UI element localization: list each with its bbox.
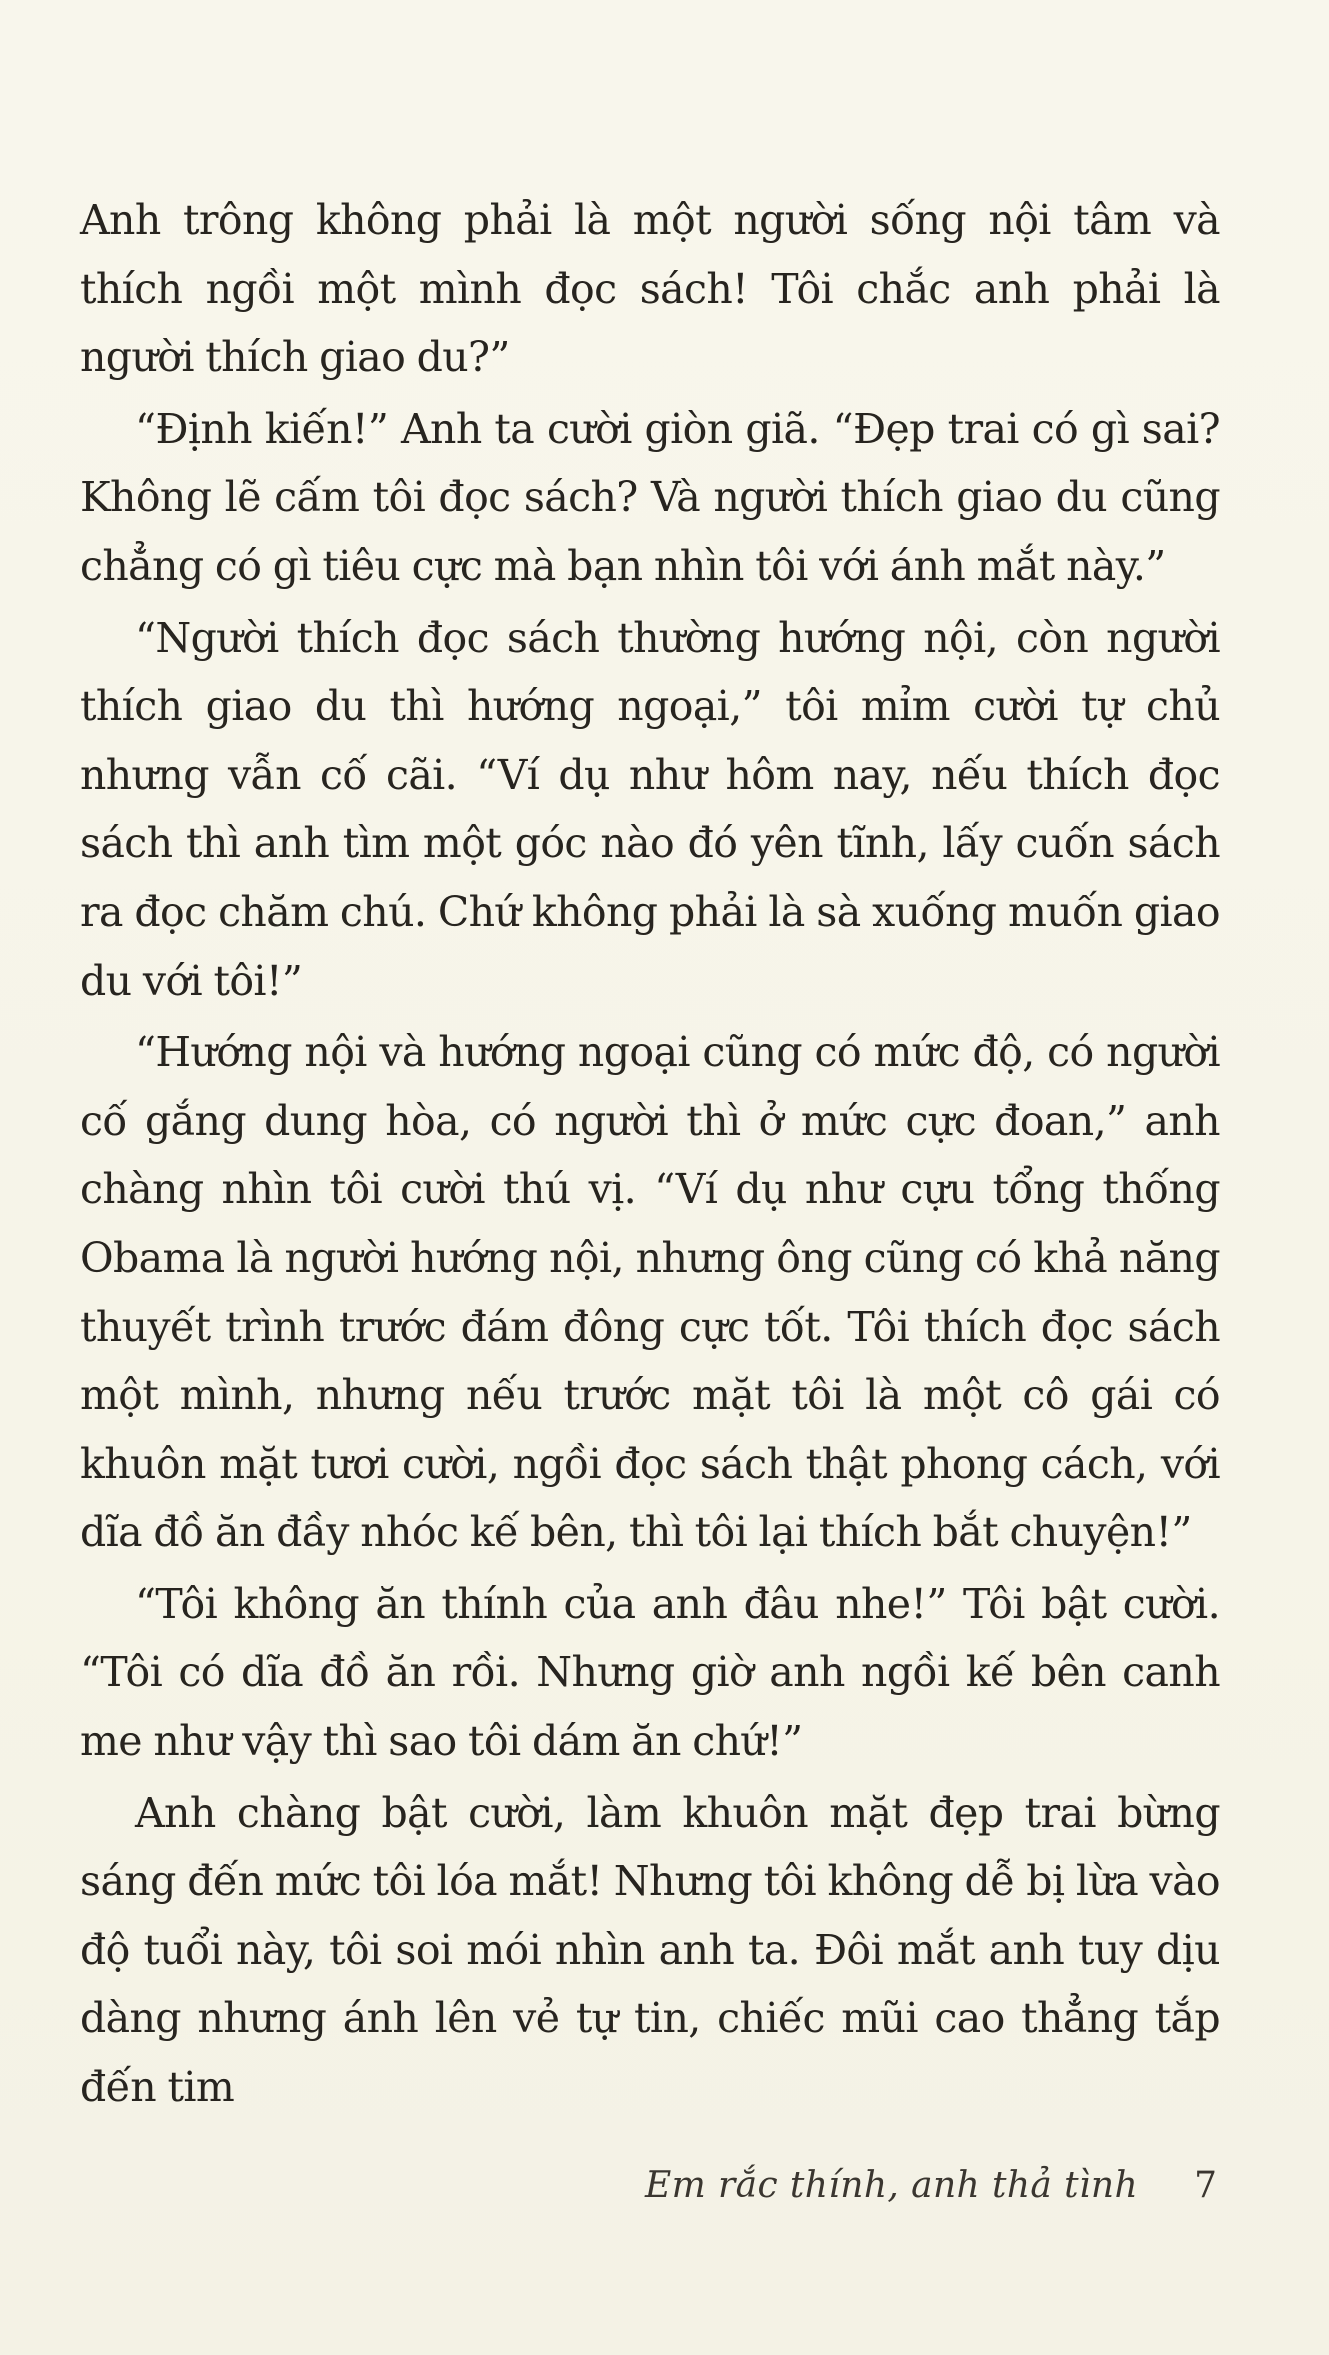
paragraph-1: Anh trông không phải là một người sống nội tâm và thích ngồi một mình đọc sách! Tôi chắc anh phải là người thích giao du?”: [80, 196, 1220, 382]
page-number: 7: [1194, 2165, 1217, 2206]
paragraph-3: “Người thích đọc sách thường hướng nội, còn người thích giao du thì hướng ngoại,” tôi mỉm cười tự chủ nhưng vẫn cố cãi. “Ví dụ như hôm nay, nếu thích đọc sách thì anh tìm một góc nào đó yên tĩnh, lấy cuốn sách ra đọc chăm chú. Chứ không phải là sà xuống muốn giao du với tôi!”: [80, 613, 1220, 1005]
page-footer: [645, 2165, 1217, 2206]
paragraph-4: “Hướng nội và hướng ngoại cũng có mức độ, có người cố gắng dung hòa, có người thì ở mức cực đoan,” anh chàng nhìn tôi cười thú vị. “Ví dụ như cựu tổng thống Obama là người hướng nội, nhưng ông cũng có khả năng thuyết trình trước đám đông cực tốt. Tôi thích đọc sách một mình, nhưng nếu trước mặt tôi là một cô gái có khuôn mặt tươi cười, ngồi đọc sách thật phong cách, với dĩa đồ ăn đầy nhóc kế bên, thì tôi lại thích bắt chuyện!”: [80, 1028, 1220, 1557]
paragraph-6: Anh chàng bật cười, làm khuôn mặt đẹp trai bừng sáng đến mức tôi lóa mắt! Nhưng tôi không dễ bị lừa vào độ tuổi này, tôi soi mói nhìn anh ta. Đôi mắt anh tuy dịu dàng nhưng ánh lên vẻ tự tin, chiếc mũi cao thẳng tắp đến tim: [80, 1788, 1220, 2112]
body-text: [80, 186, 1220, 2122]
paragraph-5: “Tôi không ăn thính của anh đâu nhe!” Tôi bật cười. “Tôi có dĩa đồ ăn rồi. Nhưng giờ anh ngồi kế bên canh me như vậy thì sao tôi dám ăn chứ!”: [80, 1579, 1220, 1766]
paragraph-2: “Định kiến!” Anh ta cười giòn giã. “Đẹp trai có gì sai? Không lẽ cấm tôi đọc sách? Và người thích giao du cũng chẳng có gì tiêu cực mà bạn nhìn tôi với ánh mắt này.”: [80, 404, 1220, 590]
running-title: Em rắc thính, anh thả tình: [644, 2165, 1139, 2206]
